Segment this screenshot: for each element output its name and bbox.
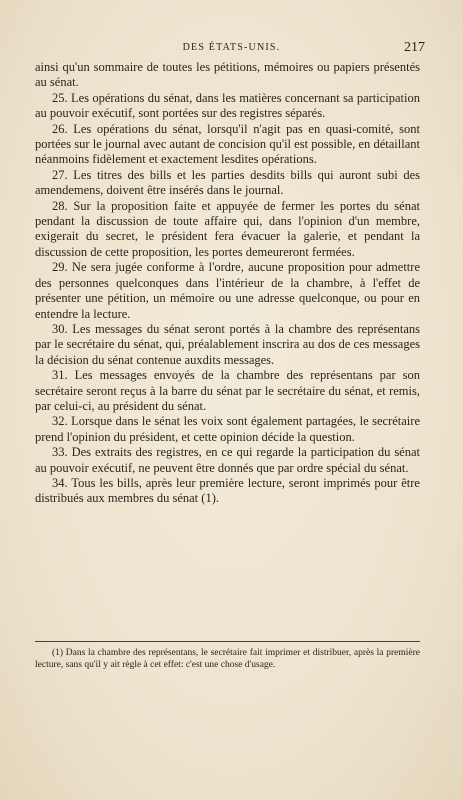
footnote-divider: [35, 641, 420, 642]
article-28: 28. Sur la proposition faite et appuyée de fermer les portes du sénat pendant la discussion de toute affaire qui, dans l'opinion d'un membre, exigerait du secret, le président fera évacuer la galerie, et pendant la discussion de cette proposition, les portes demeureront fermées.: [35, 198, 420, 259]
article-25: 25. Les opérations du sénat, dans les matières concernant sa participation au pouvoir exécutif, sont portées sur des registres séparés.: [35, 90, 420, 121]
article-27: 27. Les titres des bills et les parties desdits bills qui auront subi des amendemens, doivent être insérés dans le journal.: [35, 167, 420, 198]
page-number: 217: [404, 40, 425, 55]
article-34: 34. Tous les bills, après leur première lecture, seront imprimés pour être distribués aux membres du sénat (1).: [35, 475, 420, 506]
article-32: 32. Lorsque dans le sénat les voix sont également partagées, le secrétaire prend l'opinion du président, et cette opinion décide la question.: [35, 414, 420, 444]
page-header: [38, 40, 425, 58]
article-31: 31. Les messages envoyés de la chambre des représentans par son secrétaire seront reçus à la barre du sénat par le secrétaire du sénat, et remis, par celui-ci, au président du sénat.: [35, 368, 420, 413]
page-body: [35, 60, 420, 507]
running-title: DES ÉTATS-UNIS.: [182, 42, 281, 53]
article-33: 33. Des extraits des registres, en ce qui regarde la participation du sénat au pouvoir exécutif, ne peuvent être donnés que par ordre spécial du sénat.: [35, 445, 420, 475]
paragraph-continued: ainsi qu'un sommaire de toutes les pétitions, mémoires ou papiers présentés au sénat.: [35, 60, 420, 90]
article-29: 29. Ne sera jugée conforme à l'ordre, aucune proposition pour admettre des personnes quelconques dans l'intérieur de la chambre, à l'effet de présenter une pétition, un mémoire ou une adresse quelconque, ou pour en entendre la lecture.: [35, 260, 420, 321]
article-30: 30. Les messages du sénat seront portés à la chambre des représentans par le secrétaire du sénat, qui, préalablement inscrira au dos de ces messages la décision du sénat contenue auxdits messages.: [35, 321, 420, 367]
footnote: (1) Dans la chambre des représentans, le secrétaire fait imprimer et distribuer, après la première lecture, sans qu'il y ait règle à cet effet: c'est une chose d'usage.: [35, 648, 420, 671]
article-26: 26. Les opérations du sénat, lorsqu'il n'agit pas en quasi-comité, sont portées sur le journal avec autant de concision qu'il est possible, en détaillant néanmoins fidèlement et exactement lesdites opérations.: [35, 121, 420, 167]
